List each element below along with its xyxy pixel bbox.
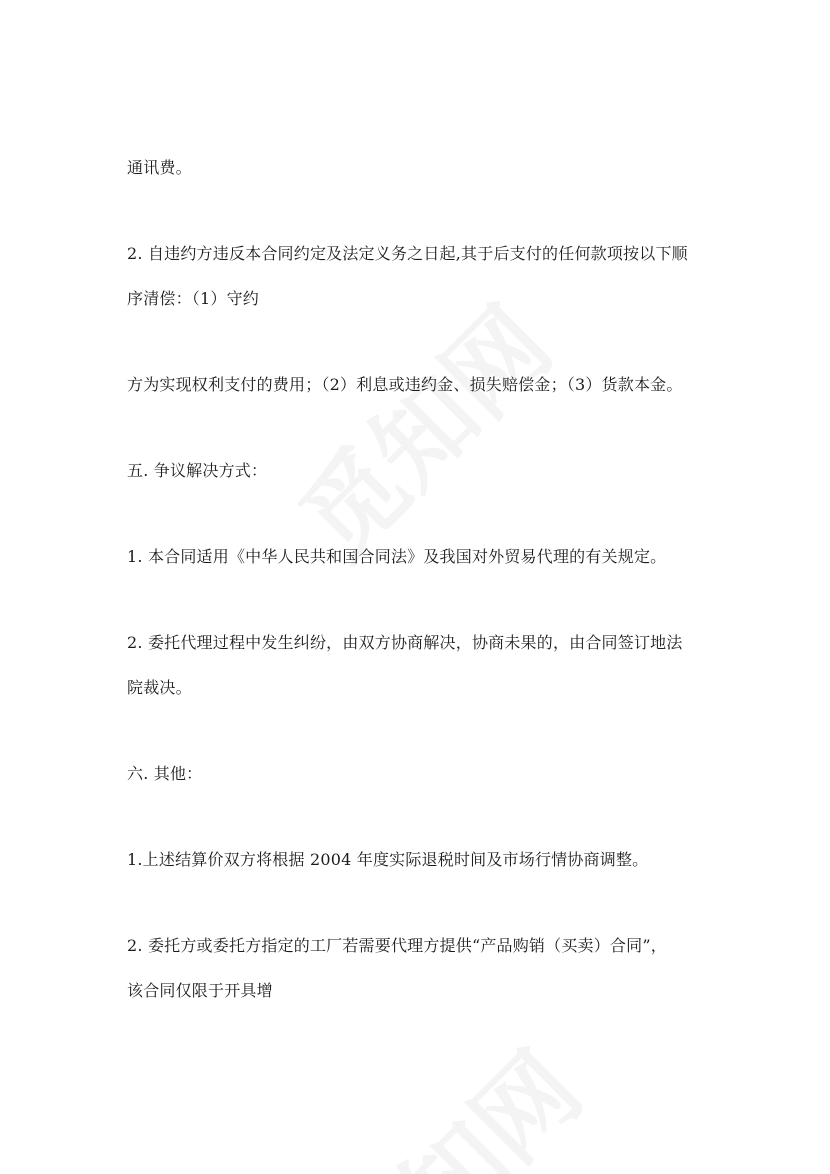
section-heading: 六. 其他： [127,764,203,783]
watermark [263,270,577,584]
paragraph-line: 通讯费。 [127,158,192,177]
paragraph-line: 2. 委托方或委托方指定的工厂若需要代理方提供“产品购销（买卖）合同”， [127,936,667,955]
paragraph-line: 院裁决。 [127,678,192,697]
paragraph-line: 1.上述结算价双方将根据 2004 年度实际退税时间及市场行情协商调整。 [127,850,649,869]
paragraph-line: 1. 本合同适用《中华人民共和国合同法》及我国对外贸易代理的有关规定。 [127,547,667,566]
paragraph-line: 2. 委托代理过程中发生纠纷，由双方协商解决，协商未果的，由合同签订地法 [127,633,683,652]
paragraph-line: 序清偿：（1）守约 [127,289,259,308]
section-heading: 五. 争议解决方式： [127,461,268,480]
paragraph-line: 2. 自违约方违反本合同约定及法定义务之日起,其于后支付的任何款项按以下顺 [127,244,688,263]
paragraph-line: 该合同仅限于开具增 [127,981,273,1000]
paragraph-line: 方为实现权利支付的费用；（2）利息或违约金、损失赔偿金；（3）货款本金。 [127,375,683,394]
watermark [293,1015,607,1174]
